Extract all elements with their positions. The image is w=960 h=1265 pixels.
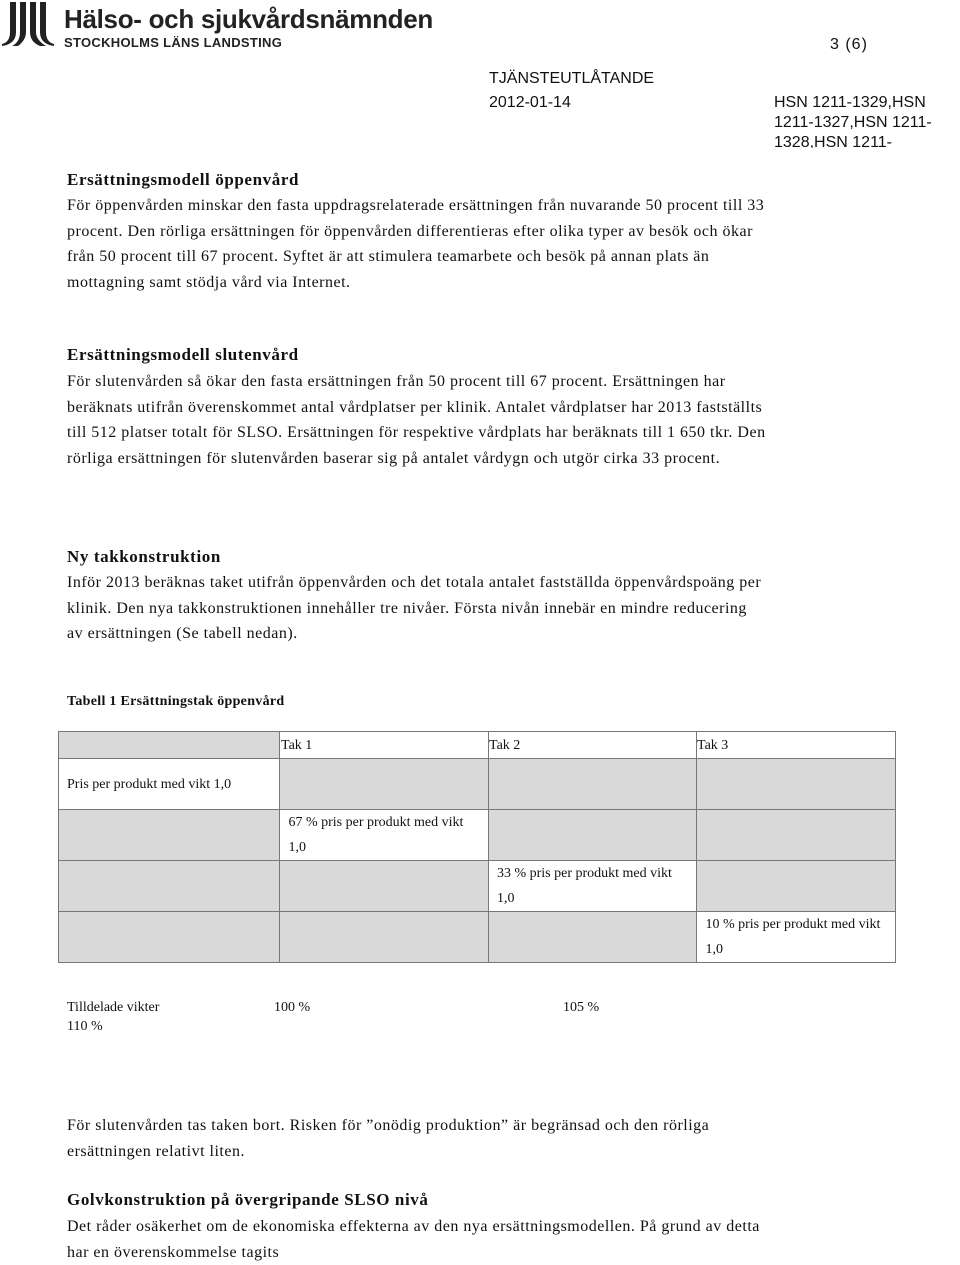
table-cell [59,810,280,861]
table-cell-tak2: 33 % pris per produkt med vikt 1,0 [488,861,697,912]
org-name: Hälso- och sjukvårdsnämnden [64,4,434,34]
table-cell [697,861,896,912]
table-cell [59,912,280,963]
weight-value-1: 100 % [274,1000,311,1015]
paragraph-inpatient-care: För slutenvården så ökar den fasta ersättningen från 50 procent till 67 procent. Ersättningen har beräknats utifrån överenskommet antal vårdplatser per klinik. Antalet vårdplatser har 2013 fastställts till 512 platser totalt för SLSO. Ersättningen för respektive vårdplats har beräknats till 1 650 tkr. Den rörliga ersättningen för slutenvården baserar sig på antalet vårdygn och utgör cirka 33 procent. [67,373,766,467]
weight-value-3: 110 % [67,1019,103,1034]
cap-table [58,731,896,963]
table-header-tak1: Tak 1 [281,738,313,753]
document-date: 2012-01-14 [489,94,571,111]
heading-inpatient-care: Ersättningsmodell slutenvård [67,345,299,364]
heading-cap-construction: Ny takkonstruktion [67,547,221,566]
table-cell [59,861,280,912]
weights-label: Tilldelade vikter [67,1000,160,1015]
table-cell [280,861,489,912]
table-header-tak2: Tak 2 [489,738,521,753]
paragraph-cap-construction: Inför 2013 beräknas taket utifrån öppenvården och det totala antalet fastställda öppenvårdspoäng per klinik. Den nya takkonstruktionen innehåller tre nivåer. Första nivån innebär en mindre reducering av ersättningen (Se tabell nedan). [67,574,762,643]
page-number: 3 (6) [830,36,868,53]
table-cell [280,912,489,963]
weight-value-2: 105 % [563,1000,600,1015]
paragraph-open-care: För öppenvården minskar den fasta uppdragsrelaterade ersättningen från nuvarande 50 procent till 33 procent. Den rörliga ersättningen för öppenvården differentieras efter olika typer av besök och ökar från 50 procent till 67 procent. Syftet är att stimulera teamarbete och besök på annan plats än mottagning samt stödja vård via Internet. [67,197,765,291]
org-subtitle: STOCKHOLMS LÄNS LANDSTING [64,35,283,50]
table-cell-tak1: 67 % pris per produkt med vikt 1,0 [280,810,489,861]
heading-open-care: Ersättningsmodell öppenvård [67,170,300,189]
heading-floor-construction: Golvkonstruktion på övergripande SLSO nivå [67,1190,429,1209]
case-references: HSN 1211-1329,HSN 1211-1327,HSN 1211-1328,HSN 1211- [774,94,932,148]
table-header-tak3: Tak 3 [697,738,729,753]
table-cell [488,759,697,810]
paragraph-closing: För slutenvården tas taken bort. Risken för ”onödig produktion” är begränsad och den rörliga ersättningen relativt liten. [67,1117,710,1160]
table-cell-tak3: 10 % pris per produkt med vikt 1,0 [697,912,896,963]
table-cell [697,810,896,861]
table-cell [488,912,697,963]
table-cell [280,759,489,810]
paragraph-floor-construction: Det råder osäkerhet om de ekonomiska effekterna av den nya ersättningsmodellen. På grund av detta har en överenskommelse tagits [67,1218,760,1261]
table-cell [697,759,896,810]
table-cell [488,810,697,861]
document-type: TJÄNSTEUTLÅTANDE [489,70,655,87]
table-row-label: Pris per produkt med vikt 1,0 [59,759,280,810]
landsting-logo [2,2,54,46]
table-caption: Tabell 1 Ersättningstak öppenvård [67,694,285,709]
table-corner-cell [59,732,280,759]
